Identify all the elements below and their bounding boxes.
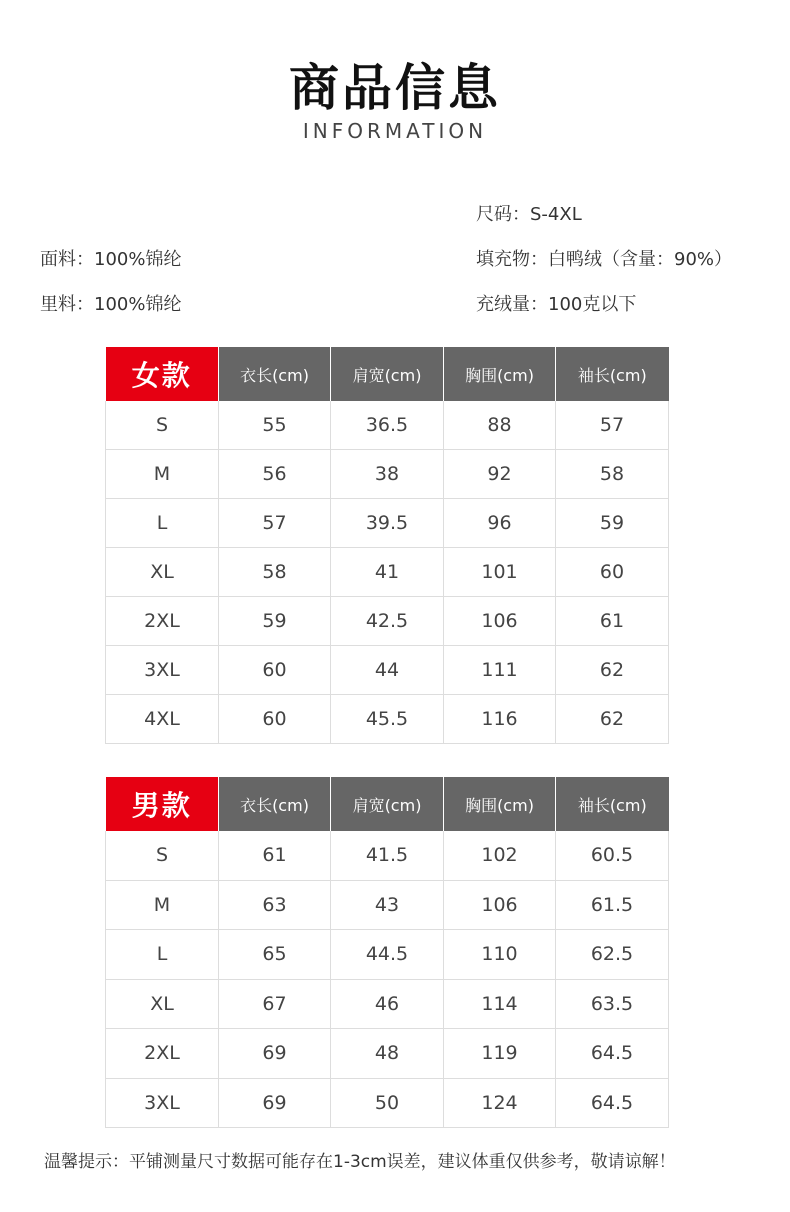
table-row	[106, 880, 669, 930]
men-table-header-row	[106, 777, 669, 831]
page-title: 商品信息	[289, 59, 501, 117]
table-row	[106, 597, 669, 646]
women-table-header-row	[106, 347, 669, 401]
size-cell: 3XL	[106, 646, 219, 695]
table-row	[106, 695, 669, 744]
table-row	[106, 401, 669, 450]
size-cell: 3XL	[106, 1078, 219, 1128]
size-cell: 2XL	[106, 597, 219, 646]
table-cell: 43	[331, 880, 444, 930]
size-range-text: 尺码：S-4XL	[476, 204, 582, 225]
table-cell: 58	[219, 548, 331, 597]
size-cell: S	[106, 401, 219, 450]
table-cell: 67	[219, 979, 331, 1029]
size-cell: L	[106, 930, 219, 980]
table-cell: 56	[219, 450, 331, 499]
column-header-chest: 胸围(cm)	[444, 777, 556, 831]
size-cell: XL	[106, 548, 219, 597]
measurement-tip: 温馨提示：平铺测量尺寸数据可能存在1-3cm误差，建议体重仅供参考，敬请谅解！	[44, 1152, 676, 1172]
table-cell: 39.5	[331, 499, 444, 548]
table-cell: 44.5	[331, 930, 444, 980]
table-cell: 69	[219, 1029, 331, 1079]
table-cell: 50	[331, 1078, 444, 1128]
table-cell: 106	[444, 597, 556, 646]
men-size-table	[105, 777, 669, 1128]
filling-text: 填充物：白鸭绒（含量：90%）	[476, 249, 733, 270]
table-row	[106, 499, 669, 548]
table-cell: 60	[219, 646, 331, 695]
table-cell: 111	[444, 646, 556, 695]
column-header-sleeve: 袖长(cm)	[556, 777, 669, 831]
table-row	[106, 1029, 669, 1079]
table-row	[106, 979, 669, 1029]
women-size-table	[105, 347, 669, 744]
column-header-shoulder: 肩宽(cm)	[331, 347, 444, 401]
page-subtitle: INFORMATION	[302, 119, 488, 143]
table-cell: 60.5	[556, 831, 669, 880]
table-cell: 59	[219, 597, 331, 646]
women-label: 女款	[106, 347, 219, 401]
table-cell: 58	[556, 450, 669, 499]
table-cell: 46	[331, 979, 444, 1029]
table-cell: 45.5	[331, 695, 444, 744]
table-cell: 61	[219, 831, 331, 880]
size-cell: S	[106, 831, 219, 880]
table-cell: 101	[444, 548, 556, 597]
table-row	[106, 450, 669, 499]
table-cell: 63.5	[556, 979, 669, 1029]
fill-weight-text: 充绒量：100克以下	[476, 294, 637, 315]
men-label: 男款	[106, 777, 219, 831]
table-cell: 41.5	[331, 831, 444, 880]
table-cell: 61.5	[556, 880, 669, 930]
table-cell: 57	[556, 401, 669, 450]
size-cell: 4XL	[106, 695, 219, 744]
table-row	[106, 930, 669, 980]
size-cell: M	[106, 880, 219, 930]
table-cell: 42.5	[331, 597, 444, 646]
table-cell: 69	[219, 1078, 331, 1128]
table-cell: 96	[444, 499, 556, 548]
table-cell: 36.5	[331, 401, 444, 450]
size-cell: M	[106, 450, 219, 499]
table-cell: 119	[444, 1029, 556, 1079]
table-row	[106, 646, 669, 695]
table-cell: 62	[556, 646, 669, 695]
table-cell: 60	[219, 695, 331, 744]
table-cell: 62.5	[556, 930, 669, 980]
table-cell: 57	[219, 499, 331, 548]
size-cell: XL	[106, 979, 219, 1029]
table-cell: 106	[444, 880, 556, 930]
table-cell: 60	[556, 548, 669, 597]
table-cell: 62	[556, 695, 669, 744]
table-cell: 124	[444, 1078, 556, 1128]
table-row	[106, 1078, 669, 1128]
fabric-text: 面料：100%锦纶	[40, 249, 182, 270]
table-cell: 38	[331, 450, 444, 499]
table-cell: 64.5	[556, 1078, 669, 1128]
table-cell: 116	[444, 695, 556, 744]
table-cell: 114	[444, 979, 556, 1029]
column-header-sleeve: 袖长(cm)	[556, 347, 669, 401]
table-cell: 41	[331, 548, 444, 597]
table-cell: 88	[444, 401, 556, 450]
column-header-length: 衣长(cm)	[219, 347, 331, 401]
size-cell: 2XL	[106, 1029, 219, 1079]
table-cell: 102	[444, 831, 556, 880]
table-cell: 92	[444, 450, 556, 499]
size-cell: L	[106, 499, 219, 548]
table-cell: 61	[556, 597, 669, 646]
table-row	[106, 831, 669, 880]
table-cell: 48	[331, 1029, 444, 1079]
table-cell: 64.5	[556, 1029, 669, 1079]
table-cell: 44	[331, 646, 444, 695]
column-header-chest: 胸围(cm)	[444, 347, 556, 401]
table-cell: 55	[219, 401, 331, 450]
table-cell: 110	[444, 930, 556, 980]
table-cell: 59	[556, 499, 669, 548]
column-header-length: 衣长(cm)	[219, 777, 331, 831]
table-cell: 63	[219, 880, 331, 930]
lining-text: 里料：100%锦纶	[40, 294, 182, 315]
table-row	[106, 548, 669, 597]
table-cell: 65	[219, 930, 331, 980]
column-header-shoulder: 肩宽(cm)	[331, 777, 444, 831]
